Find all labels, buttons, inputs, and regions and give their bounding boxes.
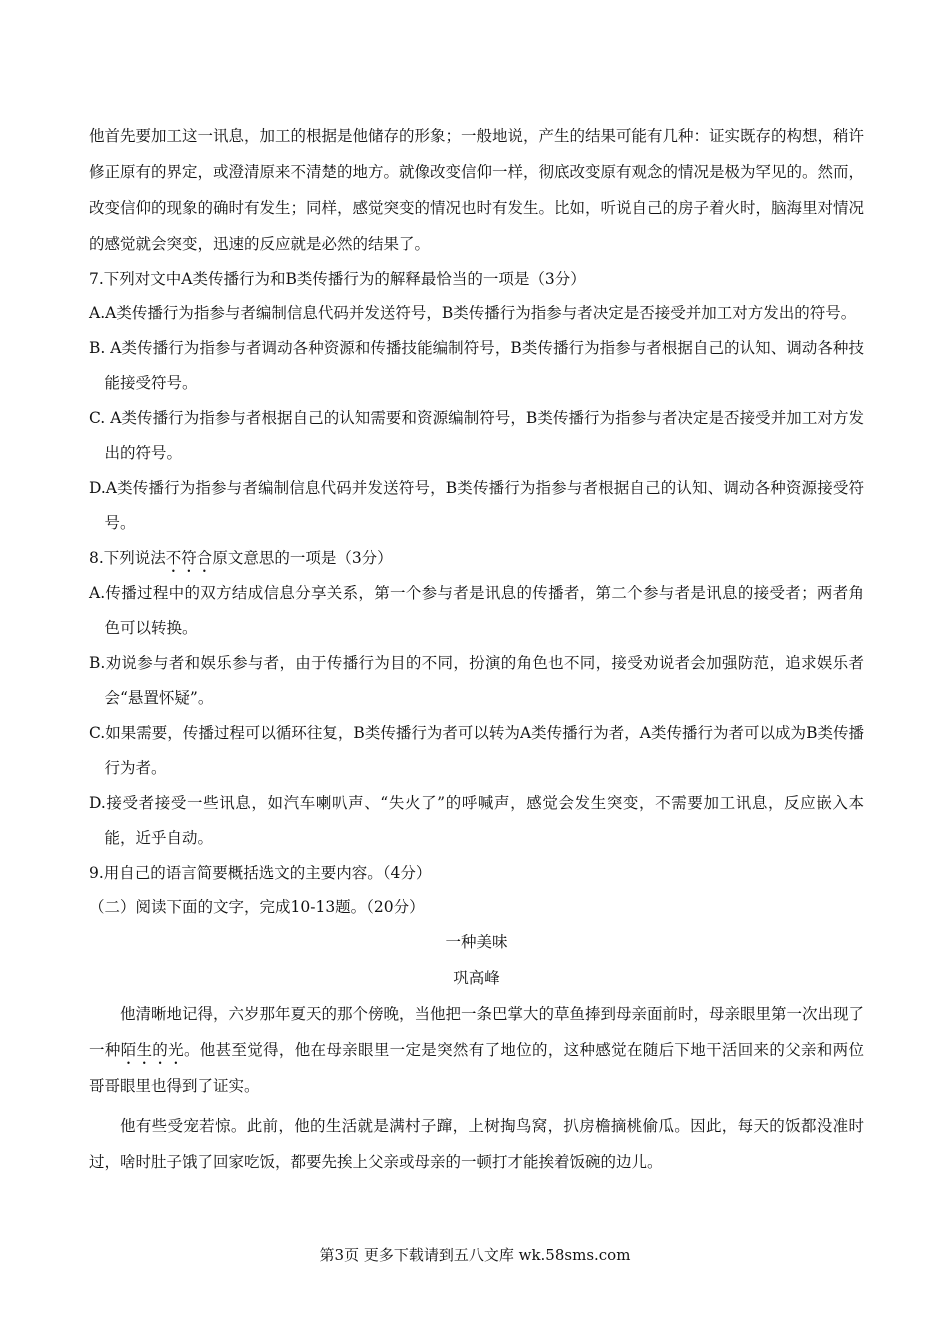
section-2-heading: （二）阅读下面的文字，完成10-13题。（20分） [89, 898, 425, 916]
question-8-option-b: B.劝说参与者和娱乐参与者，由于传播行为目的不同，扮演的角色也不同，接受劝说者会加强防范，追求娱乐者会“悬置怀疑”。 [89, 654, 864, 707]
question-8-stem-pre: 8.下列说法 [89, 549, 166, 567]
question-8-option-c: C.如果需要，传播过程可以循环往复，B类传播行为者可以转为A类传播行为者，A类传播行为者可以成为B类传播行为者。 [89, 724, 864, 777]
story-p1-pre: 他清晰地记得，六岁那年夏天的那个傍晚，当他把一条巴掌大的草鱼捧到母亲面前时，母亲眼里第一次出现了一种 [89, 1005, 865, 1059]
story-title: 一种美味 [445, 933, 508, 951]
question-7-option-c: C. A类传播行为指参与者根据自己的认知需要和资源编制符号，B类传播行为指参与者决定是否接受并加工对方发出的符号。 [89, 409, 864, 462]
page-content [89, 118, 864, 1180]
story-p1-emphasis: 陌生的光 [120, 1041, 184, 1059]
question-7-stem: 7.下列对文中A类传播行为和B类传播行为的解释最恰当的一项是（3分） [89, 270, 586, 288]
question-7-option-b: B. A类传播行为指参与者调动各种资源和传播技能编制符号，B类传播行为指参与者根据自己的认知、调动各种技能接受符号。 [89, 339, 864, 392]
story-author: 巩高峰 [453, 969, 500, 987]
question-8-emphasis: 不符合 [165, 549, 213, 567]
page-footer: 第3页 更多下载请到五八文库 wk.58sms.com [319, 1246, 631, 1264]
story-paragraph-1 [89, 996, 864, 1104]
question-8-stem-post: 原文意思的一项是（3分） [212, 549, 393, 567]
question-7-option-d: D.A类传播行为指参与者编制信息代码并发送符号，B类传播行为指参与者根据自己的认知、调动各种资源接受符号。 [89, 479, 864, 532]
story-paragraph-2: 他有些受宠若惊。此前，他的生活就是满村子蹿，上树掏鸟窝，扒房檐摘桃偷瓜。因此，每天的饭都没准时过，啥时肚子饿了回家吃饭，都要先挨上父亲或母亲的一顿打才能挨着饭碗的边儿。 [89, 1117, 864, 1171]
question-9: 9.用自己的语言简要概括选文的主要内容。（4分） [89, 864, 432, 882]
story-p1-post: 。他甚至觉得，他在母亲眼里一定是突然有了地位的，这种感觉在随后下地干活回来的父亲和两位哥哥眼里也得到了证实。 [89, 1041, 864, 1095]
passage-paragraph: 他首先要加工这一讯息，加工的根据是他储存的形象；一般地说，产生的结果可能有几种：证实既存的构想，稍许修正原有的界定，或澄清原来不清楚的地方。就像改变信仰一样，彻底改变原有观念的情况是极为罕见的。然而，改变信仰的现象的确时有发生；同样，感觉突变的情况也时有发生。比如，听说自己的房子着火时，脑海里对情况的感觉就会突变，迅速的反应就是必然的结果了。 [89, 127, 865, 253]
question-7-option-a: A.A类传播行为指参与者编制信息代码并发送符号，B类传播行为指参与者决定是否接受并加工对方发出的符号。 [89, 304, 857, 322]
question-8-option-d: D.接受者接受一些讯息，如汽车喇叭声、“失火了”的呼喊声，感觉会发生突变，不需要加工讯息，反应嵌入本能，近乎自动。 [89, 794, 864, 847]
question-8-stem [89, 541, 864, 576]
question-8-option-a: A.传播过程中的双方结成信息分享关系，第一个参与者是讯息的传播者，第二个参与者是讯息的接受者；两者角色可以转换。 [89, 584, 864, 637]
